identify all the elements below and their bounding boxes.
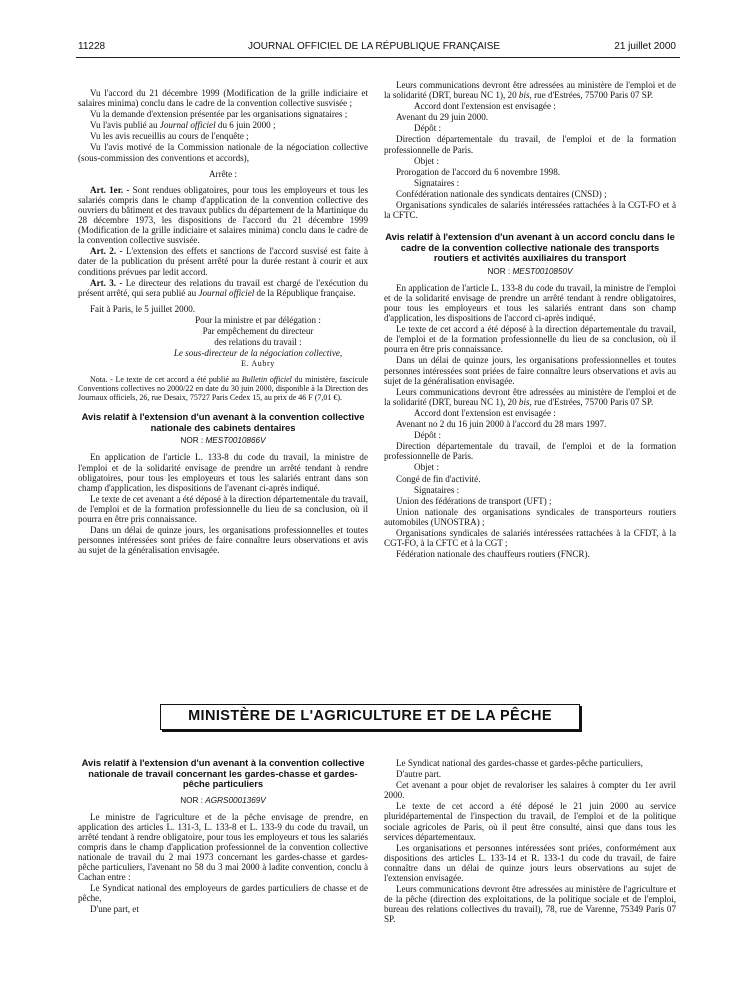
field-label: Signataires : xyxy=(414,484,460,495)
page-number: 11228 xyxy=(78,41,106,52)
nor-reference: NOR : MEST0010850V xyxy=(487,266,573,276)
body-paragraph: D'une part, et xyxy=(90,904,139,915)
body-paragraph: En application de l'article L. 133-8 du code du travail, la ministre de l'emploi et de la solidarité envisage de prendre un arrêté tendant à rendre obligatoires, pour tous les employeurs et tous les salariés entrant dans son champ d'application, les dispositions de l'avenant ci-après indiqué. xyxy=(78,452,368,493)
signature-line: Par empêchement du directeur xyxy=(202,325,314,336)
field-value: Direction départementale du travail, de l'emploi et de la formation professionnelle de Paris. xyxy=(384,441,676,462)
nor-reference: NOR : AGRS0001369V xyxy=(180,795,266,805)
field-value: Congé de fin d'activité. xyxy=(396,473,481,484)
page-header xyxy=(0,41,748,57)
notice-title: Avis relatif à l'extension d'un avenant à la convention collective nationale des cabinets dentaires xyxy=(81,411,365,433)
issue-date: 21 juillet 2000 xyxy=(614,41,676,52)
article-3: Art. 3. - Le directeur des relations du travail est chargé de l'exécution du présent arrêté, qui sera publié au Journal officiel de la République française. xyxy=(78,277,368,298)
field-value: Avenant no 2 du 16 juin 2000 à l'accord du 28 mars 1997. xyxy=(396,419,607,430)
body-paragraph: Les organisations et personnes intéressées sont priées, conformément aux dispositions des articles L. 133-14 et R. 133-1 du code du travail, de faire connaître dans un délai de quinze jours leurs observations au sujet de l'extension envisagée. xyxy=(384,842,676,884)
vu-paragraph: Vu la demande d'extension présentée par les organisations signataires ; xyxy=(90,109,348,120)
signature-line: des relations du travail : xyxy=(214,337,302,348)
field-value: Direction départementale du travail, de l'emploi et de la formation professionnelle de Paris. xyxy=(384,134,676,155)
body-paragraph: Le Syndicat national des employeurs de gardes particuliers de chasse et de pêche, xyxy=(78,883,368,904)
vu-paragraph: Vu les avis recueillis au cours de l'enquête ; xyxy=(90,131,249,142)
body-paragraph: Dans un délai de quinze jours, les organisations professionnelles et toutes personnes intéressées sont priées de faire connaître leurs observations et avis au sujet de la généralisation envisagée. xyxy=(384,355,676,386)
field-label: Signataires : xyxy=(414,177,460,188)
field-label: Dépôt : xyxy=(414,430,442,441)
body-paragraph: Cet avenant a pour objet de revaloriser les salaires à compter du 1er avril 2000. xyxy=(384,780,676,801)
body-paragraph: Leurs communications devront être adressées au ministère de l'emploi et de la solidarité (DRT, bureau NC 1), 20 bis, rue d'Estrées, 75700 Paris 07 SP. xyxy=(384,80,676,101)
body-paragraph: Dans un délai de quinze jours, les organisations professionnelles et toutes personnes intéressées sont priées de faire connaître leurs observations et avis au sujet de la généralisation envisagée. xyxy=(78,525,368,556)
journal-title: JOURNAL OFFICIEL DE LA RÉPUBLIQUE FRANÇAISE xyxy=(247,41,501,52)
field-value: Union des fédérations de transport (UFT) ; xyxy=(396,495,552,506)
signatory-name: E. Aubry xyxy=(241,359,275,369)
field-value: Fédération nationale des chauffeurs routiers (FNCR). xyxy=(396,549,590,560)
ministry-banner: MINISTÈRE DE L'AGRICULTURE ET DE LA PÊCHE xyxy=(160,704,580,730)
header-rule xyxy=(76,57,680,58)
right-column-bottom xyxy=(384,758,676,926)
body-paragraph: Le ministre de l'agriculture et de la pêche envisage de prendre, en application des articles L. 131-3, L. 133-8 et L. 133-9 du code du travail, un arrêté tendant à rendre obligatoire, pour tous les employeurs et tous les salariés compris dans le champ d'application professionnel de la convention collective nationale de travail du 2 mai 1973 concernant les gardes-chasse et gardes-pêche particuliers, l'avenant no 58 du 3 mai 2000 à ladite convention, conclu à Cachan entre : xyxy=(78,811,368,883)
article-1: Art. 1er. - Sont rendues obligatoires, pour tous les employeurs et tous les salariés compris dans le champ d'application de la convention collective des ouvriers du bâtiment et des travaux publics du département de la Martinique du 28 décembre 1973, les dispositions de l'accord du 21 décembre 1999 (Modification de la grille indiciaire et salaires minima) conclu dans le cadre de la convention collective susvisée. xyxy=(78,184,368,246)
body-paragraph: En application de l'article L. 133-8 du code du travail, la ministre de l'emploi et de la solidarité envisage de prendre un arrêté tendant à rendre obligatoires, pour tous les employeurs et tous les salariés entrant dans son champ d'application, les dispositions de l'accord ci-après indiqué. xyxy=(384,282,676,324)
left-column-bottom xyxy=(78,758,368,916)
body-paragraph: Le texte de cet accord a été déposé le 21 juin 2000 au service pluridépartemental de l'inspection du travail, de l'emploi et de la politique sociale agricoles de Paris, où il peut être consulté, ainsi que dans tous les services départementaux. xyxy=(384,801,676,842)
body-paragraph: Leurs communications devront être adressées au ministère de l'agriculture et de la pêche (direction des exploitations, de la politique sociale et de l'emploi, bureau des relations collectives du travail), 78, rue de Varenne, 75349 Paris 07 SP. xyxy=(384,884,676,925)
body-paragraph: D'autre part. xyxy=(396,769,442,780)
vu-paragraph: Vu l'accord du 21 décembre 1999 (Modification de la grille indiciaire et salaires minima) conclu dans le cadre de la convention collective susvisée ; xyxy=(78,88,368,109)
field-value: Union nationale des organisations syndicales de transporteurs routiers automobiles (UNOSTRA) ; xyxy=(384,506,676,527)
signature-line: Le sous-directeur de la négociation collective, xyxy=(173,348,343,359)
vu-paragraph: Vu l'avis publié au Journal officiel du 6 juin 2000 ; xyxy=(90,120,276,131)
vu-paragraph: Vu l'avis motivé de la Commission nationale de la négociation collective (sous-commission des conventions et accords), xyxy=(78,142,368,163)
notice-title: Avis relatif à l'extension d'un avenant à un accord conclu dans le cadre de la convention collective nationale des transports routiers et activités auxiliaires du transport xyxy=(385,231,675,264)
field-value: Organisations syndicales de salariés intéressées rattachées à la CFDT, à la CGT-FO, à la CFTC et à la CGT ; xyxy=(384,527,676,549)
notice-title: Avis relatif à l'extension d'un avenant à la convention collective nationale de travail concernant les gardes-chasse et gardes-pêche particuliers xyxy=(81,757,365,789)
article-2: Art. 2. - L'extension des effets et sanctions de l'accord susvisé est faite à dater de la publication du présent arrêté pour la durée restant à courir et aux conditions prévues par ledit accord. xyxy=(78,246,368,277)
field-value: Organisations syndicales de salariés intéressées rattachées à la CGT-FO et à la CFTC. xyxy=(384,200,676,221)
left-column-top xyxy=(78,88,368,556)
fait-line: Fait à Paris, le 5 juillet 2000. xyxy=(90,303,196,314)
field-label: Objet : xyxy=(414,155,440,166)
body-paragraph: Le Syndicat national des gardes-chasse et gardes-pêche particuliers, xyxy=(396,758,643,768)
field-label: Accord dont l'extension est envisagée : xyxy=(414,101,556,112)
signature-line: Pour la ministre et par délégation : xyxy=(195,314,321,325)
nor-reference: NOR : MEST0010866V xyxy=(180,436,266,446)
field-label: Dépôt : xyxy=(414,123,442,134)
body-paragraph: Le texte de cet accord a été déposé à la direction départementale du travail, de l'emploi et de la formation professionnelle du lieu de sa conclusion, où il pourra en être pris connaissance. xyxy=(384,324,676,355)
body-paragraph: Leurs communications devront être adressées au ministère de l'emploi et de la solidarité (DRT, bureau NC 1), 20 bis, rue d'Estrées, 75700 Paris 07 SP. xyxy=(384,386,676,407)
field-label: Objet : xyxy=(414,462,440,473)
body-paragraph: Le texte de cet avenant a été déposé à la direction départementale du travail, de l'emploi et de la formation professionnelle du lieu de sa conclusion, où il pourra en être pris connaissance. xyxy=(78,493,368,524)
field-value: Prorogation de l'accord du 6 novembre 1998. xyxy=(396,166,561,177)
nota-note: Nota. - Le texte de cet accord a été publié au Bulletin officiel du ministère, fascicule Conventions collectives no 2000/22 en date du 30 juin 2000, disponible à la Direction des Journaux officiels, 26, rue Desaix, 75727 Paris Cedex 15, au prix de 46 F (7,01 €). xyxy=(78,375,369,403)
arrete-heading: Arrête : xyxy=(208,168,238,179)
field-value: Confédération nationale des syndicats dentaires (CNSD) ; xyxy=(396,188,607,199)
right-column-top xyxy=(384,80,676,560)
field-value: Avenant du 29 juin 2000. xyxy=(396,112,489,123)
field-label: Accord dont l'extension est envisagée : xyxy=(414,407,556,418)
